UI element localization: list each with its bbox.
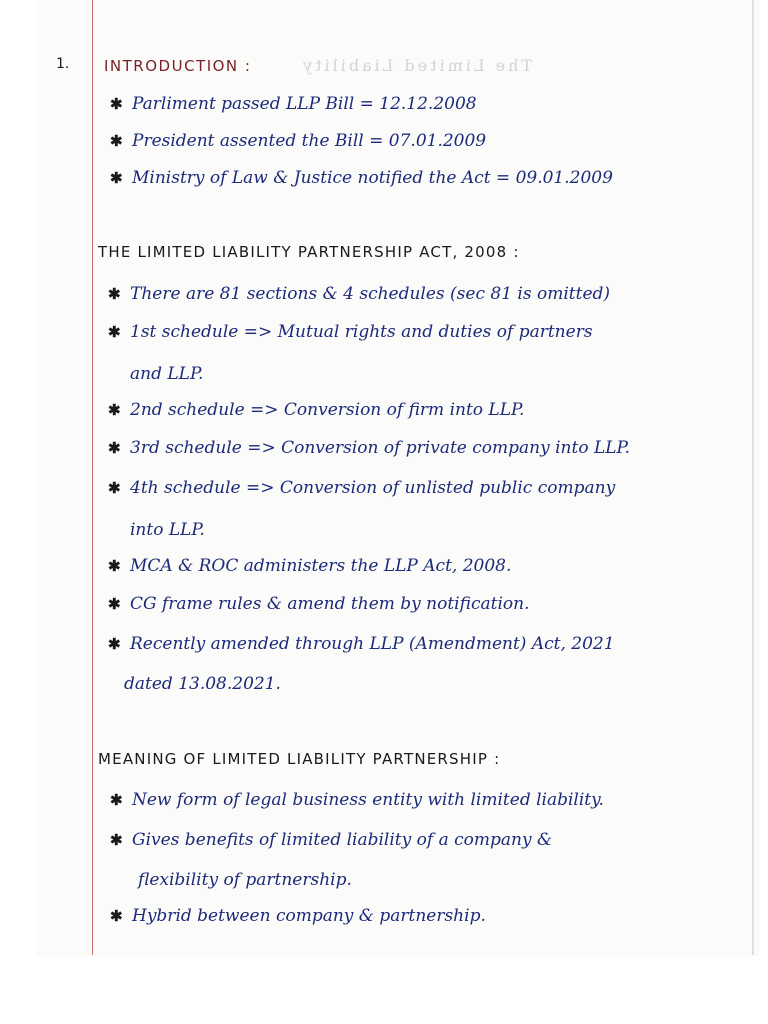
act-line-text: CG frame rules & amend them by notification. — [130, 594, 530, 614]
bleed-through-text: The Limited Liability — [300, 56, 533, 75]
page-edge — [752, 0, 754, 955]
act-line-text: MCA & ROC administers the LLP Act, 2008. — [130, 556, 512, 576]
meaning-line-4 — [110, 906, 486, 926]
meaning-line-3: flexibility of partnership. — [138, 870, 352, 890]
bullet-star-icon: ✱ — [110, 791, 123, 809]
act-line-text: 2nd schedule => Conversion of firm into LLP. — [130, 400, 525, 420]
act-line-7: into LLP. — [130, 520, 205, 540]
meaning-line-text: Hybrid between company & partnership. — [132, 906, 486, 926]
act-line-11: dated 13.08.2021. — [124, 674, 281, 694]
intro-bullet-3 — [110, 168, 613, 188]
meaning-line-2 — [110, 830, 552, 850]
intro-bullet-text: Parliment passed LLP Bill = 12.12.2008 — [132, 94, 477, 114]
bullet-star-icon: ✱ — [108, 479, 121, 497]
act-line-text: 3rd schedule => Conversion of private company into LLP. — [130, 438, 630, 458]
act-line-text: Recently amended through LLP (Amendment) Act, 2021 — [130, 634, 615, 654]
bullet-star-icon: ✱ — [110, 95, 123, 113]
section-number: 1. — [56, 56, 70, 72]
intro-bullet-text: Ministry of Law & Justice notified the Act = 09.01.2009 — [132, 168, 613, 188]
bullet-star-icon: ✱ — [108, 323, 121, 341]
act-line-9 — [108, 594, 529, 614]
act-line-text: 4th schedule => Conversion of unlisted public company — [130, 478, 616, 498]
introduction-heading: INTRODUCTION : — [104, 57, 252, 75]
bullet-star-icon: ✱ — [110, 132, 123, 150]
act-line-text: There are 81 sections & 4 schedules (sec 81 is omitted) — [130, 284, 611, 304]
act-line-3: and LLP. — [130, 364, 204, 384]
intro-bullet-text: President assented the Bill = 07.01.2009 — [132, 131, 487, 151]
act-line-text: 1st schedule => Mutual rights and duties of partners — [130, 322, 593, 342]
act-line-5 — [108, 438, 630, 458]
act-line-2 — [108, 322, 593, 342]
bullet-star-icon: ✱ — [110, 907, 123, 925]
intro-bullet-1 — [110, 94, 477, 114]
margin-line — [92, 0, 93, 955]
intro-bullet-2 — [110, 131, 486, 151]
meaning-line-text: New form of legal business entity with limited liability. — [132, 790, 604, 810]
meaning-heading: MEANING OF LIMITED LIABILITY PARTNERSHIP : — [98, 750, 501, 768]
act-line-8 — [108, 556, 511, 576]
meaning-line-1 — [110, 790, 604, 810]
bullet-star-icon: ✱ — [108, 557, 121, 575]
bullet-star-icon: ✱ — [108, 285, 121, 303]
bullet-star-icon: ✱ — [108, 439, 121, 457]
act-line-1 — [108, 284, 610, 304]
act-heading: THE LIMITED LIABILITY PARTNERSHIP ACT, 2008 : — [98, 243, 520, 261]
bullet-star-icon: ✱ — [108, 595, 121, 613]
bullet-star-icon: ✱ — [108, 401, 121, 419]
bullet-star-icon: ✱ — [110, 831, 123, 849]
bullet-star-icon: ✱ — [108, 635, 121, 653]
meaning-line-text: Gives benefits of limited liability of a company & — [132, 830, 553, 850]
act-line-6 — [108, 478, 615, 498]
bullet-star-icon: ✱ — [110, 169, 123, 187]
act-line-4 — [108, 400, 524, 420]
act-line-10 — [108, 634, 615, 654]
